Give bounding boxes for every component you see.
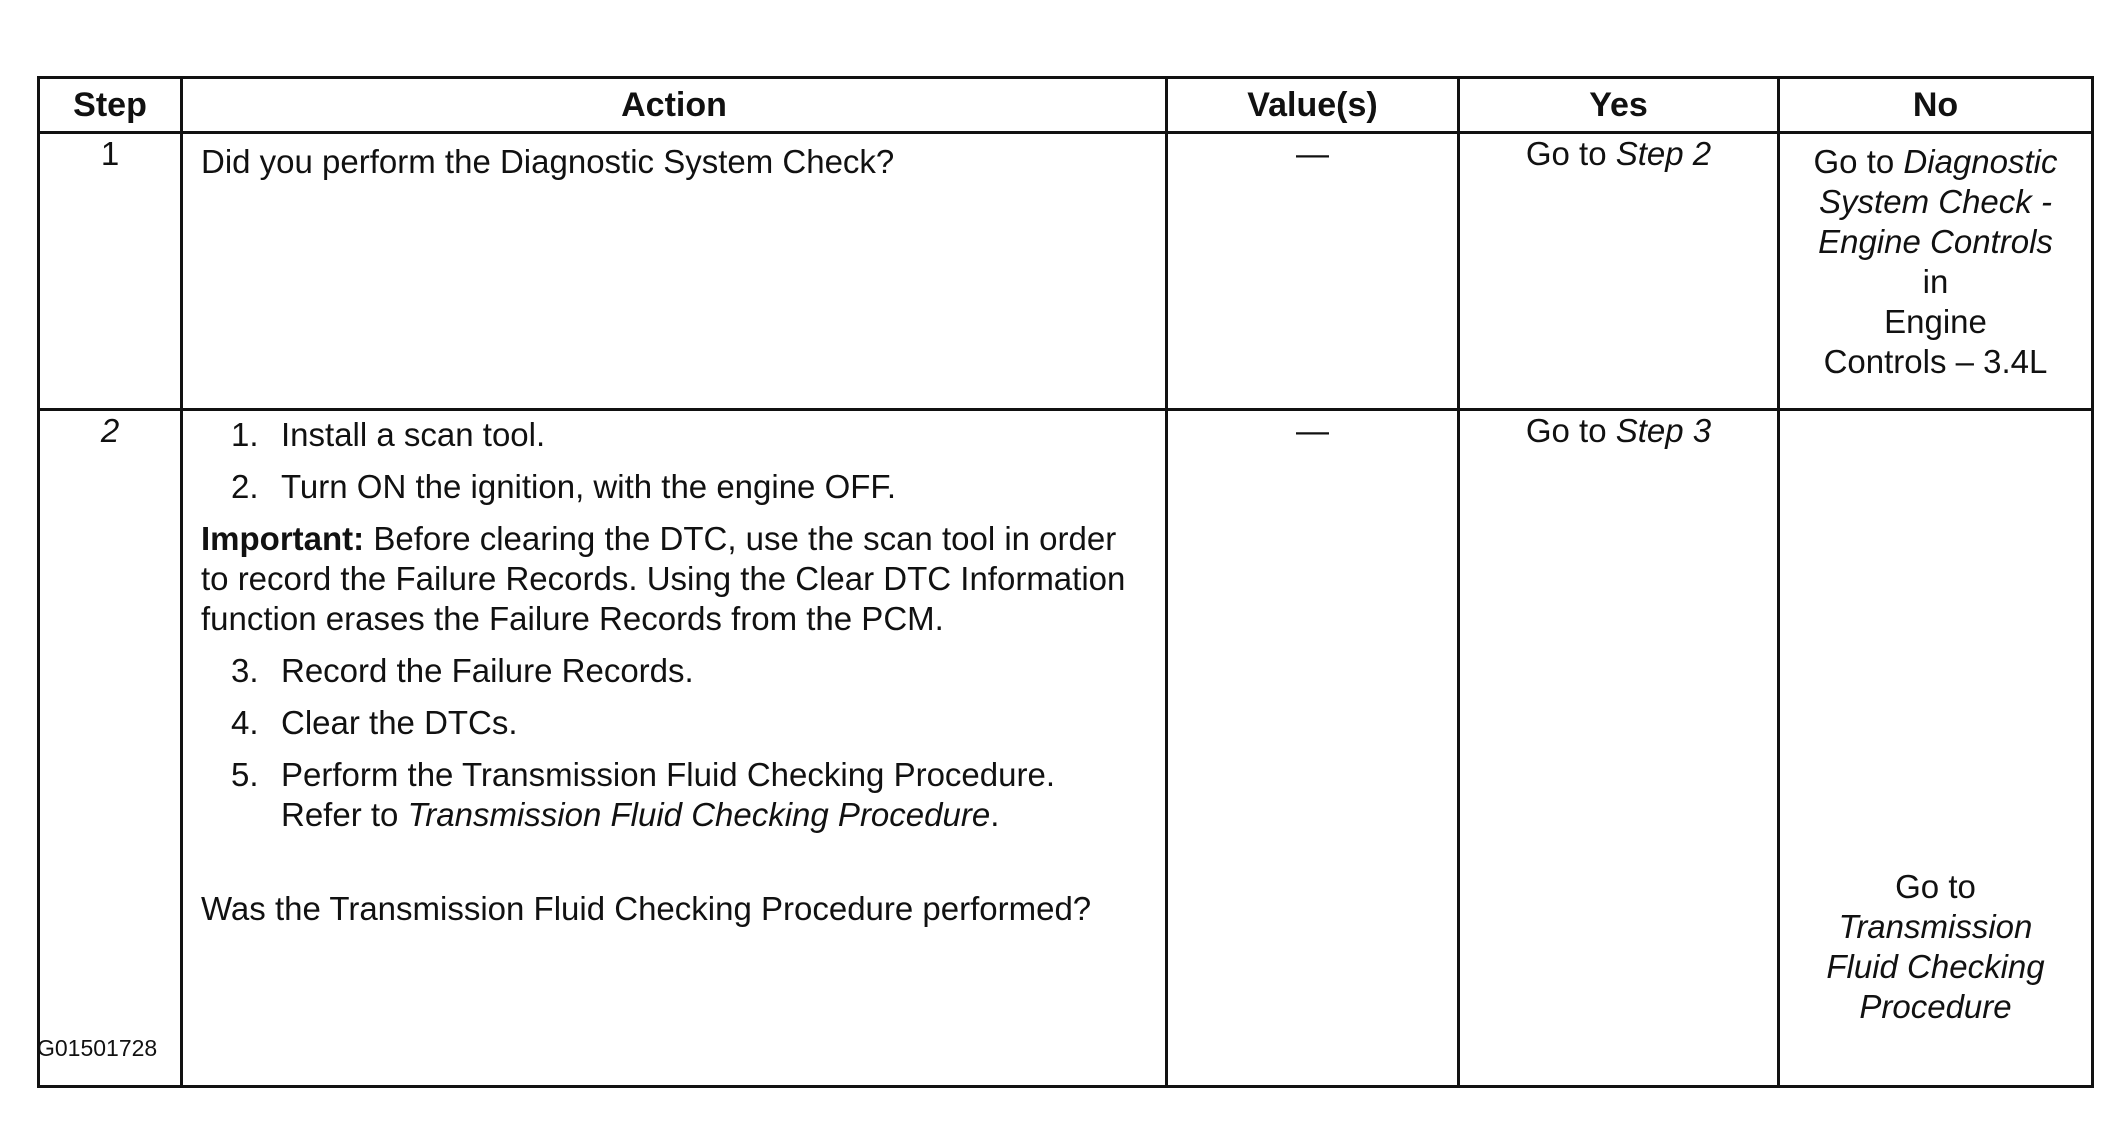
step-number: 2	[100, 412, 120, 449]
list-item: 4. Clear the DTCs.	[231, 704, 518, 741]
yes-step-link[interactable]: Step 2	[1615, 135, 1712, 172]
yes-step-link[interactable]: Step 3	[1615, 412, 1712, 449]
yes-cell	[1459, 410, 1779, 1087]
table-header-row	[39, 78, 2093, 133]
list-item: 3. Record the Failure Records.	[231, 652, 694, 689]
no-cell	[1779, 410, 2093, 1087]
no-prefix: Go to	[1895, 868, 1976, 905]
yes-cell	[1459, 133, 1779, 410]
value-text: —	[1296, 135, 1329, 172]
diagnostic-table	[37, 76, 2094, 1088]
refer-link[interactable]: Transmission Fluid Checking Procedure	[407, 796, 991, 833]
list-item: 5. Perform the Transmission Fluid Checking Procedure. Refer to Transmission Fluid Checking Procedure.	[231, 756, 1055, 833]
action-steps-list	[201, 415, 1147, 507]
important-text: Before clearing the DTC, use the scan tool in order to record the Failure Records. Using the Clear DTC Information function erases the Failure Records from the PCM.	[201, 520, 1126, 637]
no-ref-line2: Controls – 3.4L	[1823, 343, 2048, 380]
action-steps-list	[201, 651, 1147, 835]
list-item: 1. Install a scan tool.	[231, 416, 546, 453]
yes-prefix: Go to	[1525, 412, 1616, 449]
refer-prefix: Refer to	[281, 796, 408, 833]
no-in-text: in	[1922, 263, 1949, 300]
no-link-line2[interactable]: Fluid Checking	[1826, 948, 2045, 985]
list-item: 2. Turn ON the ignition, with the engine OFF.	[231, 468, 897, 505]
step-number-cell	[39, 133, 182, 410]
yes-prefix: Go to	[1525, 135, 1616, 172]
no-link-line1[interactable]: Diagnostic	[1903, 143, 2058, 180]
table-row	[39, 410, 2093, 1087]
no-ref-line1: Engine	[1884, 303, 1987, 340]
no-link-line3[interactable]: Procedure	[1859, 988, 2012, 1025]
header-yes: Yes	[1459, 78, 1779, 133]
value-cell	[1167, 410, 1459, 1087]
value-text: —	[1296, 412, 1329, 449]
action-cell	[182, 133, 1167, 410]
important-label: Important:	[201, 520, 365, 557]
no-cell	[1779, 133, 2093, 410]
step-number-cell	[39, 410, 182, 1087]
header-action: Action	[182, 78, 1167, 133]
important-note	[201, 519, 1147, 639]
header-values: Value(s)	[1167, 78, 1459, 133]
value-cell	[1167, 133, 1459, 410]
table-row	[39, 133, 2093, 410]
no-link-line2[interactable]: System Check -	[1819, 183, 2052, 220]
action-question: Was the Transmission Fluid Checking Procedure performed?	[201, 890, 1092, 927]
figure-id: G01501728	[37, 1035, 158, 1061]
action-text: Did you perform the Diagnostic System Check?	[201, 143, 895, 180]
header-step: Step	[39, 78, 182, 133]
step-number: 1	[100, 135, 120, 172]
no-link-line1[interactable]: Transmission	[1838, 908, 2033, 945]
header-no: No	[1779, 78, 2093, 133]
no-link-line3[interactable]: Engine Controls	[1818, 223, 2053, 260]
no-prefix: Go to	[1813, 143, 1904, 180]
action-cell	[182, 410, 1167, 1087]
